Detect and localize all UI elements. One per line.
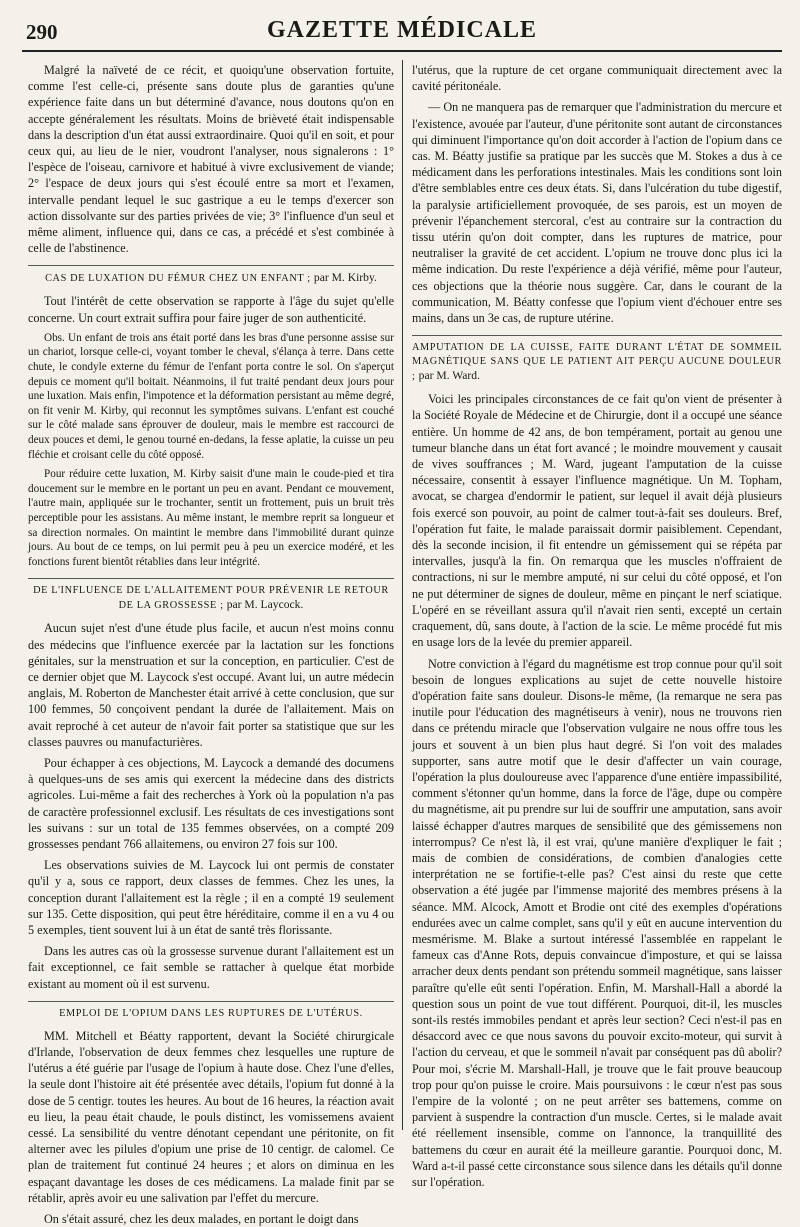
- paragraph: MM. Mitchell et Béatty rapportent, devant la Société chirurgicale d'Irlande, l'observation de deux femmes chez lesquelles une rupture de l'utérus a été guérie par l'usage de l'opium à haute dose. Chez l'une d'elles, la seule dont l'histoire ait été présentée avec détails, l'opium fut donné à la dose de 5 centigr. toutes les heures. Au bout de 16 heures, la réaction avait eu lieu, la peau était chaude, le pouls distinct, les vomissemens avaient cessé. La sensibilité du ventre dénotant cependant une péritonite, on fit alterner avec les pilules d'opium une prise de 10 centigr. de calomel. Ce plan de traitement fut continué 24 heures ; et alors on diminua en les espaçant davantage les doses de ces médicamens. La malade finit par se rétablir, après avoir eu une salivation par l'effet du mercure.: [28, 1028, 394, 1205]
- page-header: [22, 10, 782, 52]
- paragraph: Notre conviction à l'égard du magnétisme est trop connue pour qu'il soit besoin de longues explications au sujet de cette nouvelle histoire d'opération faite sans douleur. Disons-le même, (la remarque ne sera pas inutile pour l'éducation des magnétiseurs à venir), nous ne trouvons rien dans ce prétendu miracle que l'observation vulgaire ne nous offre tous les jours et souvent à un bien plus haut degré. Si l'on voit des malades supporter, sans autre motif que le desir d'affecter un vain courage, l'opération la plus douloureuse avec l'apparence d'une entière impassibilité, comment s'étonner qu'un homme, dans la force de l'âge, dupe ou compère du magnétisme, ait pu prendre sur lui de souffrir une amputation, sans avoir laissé échapper d'autres marques de sensibilité que des gémissemens non interrompus? Ce n'est là, il est vrai, qu'une manière d'expliquer le fait ; mais de combien de considérations, de combien d'analogies cette interprétation ne se fortifie-t-elle pas? C'est ainsi du reste que cette observation a été jugée par l'immense majorité des membres présens à la séance. MM. Alcock, Amott et Brodie ont cité des exemples d'opérations endurées avec un calme complet, sans qu'il y eût en aucune intervention du mesmérisme. M. Blake a surtout intéressé l'assemblée en rappelant le fameux cas d'Anne Rots, depuis convaincue d'imposture, et qui se laissa arracher deux dents pendant son prétendu sommeil magnétique, sans laisser paraître qu'elle eût senti l'opération. Enfin, M. Marshall-Hall a abordé la question sous un point de vue tout différent. Pourquoi, dit-il, les muscles sont-ils restés immobiles pendant et après leur section? Ceci n'est-il pas en désaccord avec ce que nous savons du pouvoir excito-moteur, qui survit à l'action du cerveau, et que le sommeil n'avait par conséquent pas dû abolir? Pour moi, s'écrie M. Marshall-Hall, je trouve que le fait prouve beaucoup trop pour qu'on puisse le croire. Mais poursuivons : le cœur n'est pas sous l'empire de la volonté ; on ne peut arrêter ses battemens, comme on parvient à suspendre la contraction d'un muscle. Certes, si le malade avait été réellement insensible, comme on l'annonce, la tranquillité des battemens du cœur en aurait été la meilleure garantie. Pourquoi donc, M. Ward a-t-il passé cette circonstance sous silence dans les détails qu'il donne sur l'opération.: [412, 656, 782, 1189]
- journal-title: GAZETTE MÉDICALE: [266, 17, 538, 43]
- section-title: CAS DE LUXATION DU FÉMUR CHEZ UN ENFANT ;: [45, 273, 311, 285]
- section-heading-luxation: [28, 265, 394, 286]
- paragraph: Aucun sujet n'est d'une étude plus facile, et aucun n'est moins connu des médecins que l'influence exercée par la lactation sur les fonctions génitales, sur la menstruation et sur la conception, en particulier. C'est de ce dernier objet que M. Laycock s'est occupé. Avant lui, un autre médecin anglais, M. Roberton de Manchester était arrivé à cette conclusion, que sur 100 femmes, 50 conçoivent pendant la durée de l'allaitement. Mais on avait reproché à cet auteur de n'avoir fait porter sa statistique que sur les classes pauvres ou manufacturières.: [28, 621, 394, 749]
- paragraph: Tout l'intérêt de cette observation se rapporte à l'âge du sujet qu'elle concerne. Un court extrait suffira pour faire juger de son authenticité.: [28, 294, 394, 325]
- column-divider: [402, 60, 403, 1130]
- section-title: EMPLOI DE L'OPIUM DANS LES RUPTURES DE L'UTÉRUS.: [59, 1007, 363, 1019]
- paragraph: On s'était assuré, chez les deux malades, en portant le doigt dans: [44, 1212, 359, 1227]
- paragraph: Les observations suivies de M. Laycock lui ont permis de constater qu'il y a, sous ce rapport, deux classes de femmes. Chez les unes, la conception durant l'allaitement est la règle ; il en a compté 19 seulement sur 135. Cette disposition, qui peut être héréditaire, comme il en a vu 4 ou 5 exemples, tient souvent lui à un état de santé très florissante.: [28, 858, 394, 937]
- section-heading-amputation: [412, 335, 782, 384]
- paragraph: Pour réduire cette luxation, M. Kirby saisit d'une main le coude-pied et tira doucement sur le membre en le portant un peu en avant. Pendant ce mouvement, l'autre main, appliquée sur le trochanter, sentit un frottement, puis un bruit très perceptible pour les assistans. Au même instant, le membre reprit sa longueur et sa direction normales. On maintint le membre dans l'immobilité durant quinze jours. Au bout de ce temps, on lui permit peu à peu un exercice modéré, et les fonctions furent bientôt rétablies dans leur intégrité.: [28, 468, 394, 568]
- paragraph: Pour échapper à ces objections, M. Laycock a demandé des documens à quelques-uns de ses amis qui exercent la médecine dans des districts agricoles. Lui-même a fait des recherches à York où la population n'a pas de caractère professionnel exclusif. Les résultats de ces investigations sont les suivans : sur un total de 135 femmes observées, on a compté 209 grossesses pendant 766 allaitemens, ou environ 27 fois sur 100.: [28, 755, 394, 851]
- section-author: par M. Ward.: [418, 369, 480, 383]
- section-author: par M. Laycock.: [226, 598, 304, 612]
- section-heading-allaitement: [28, 578, 394, 613]
- paragraph: Dans les autres cas où la grossesse survenue durant l'allaitement est un fait exceptionnel, ce fait semble se rattacher à quelque état morbide existant au moment où il est survenu.: [28, 944, 394, 991]
- paragraph: l'utérus, que la rupture de cet organe communiquait directement avec la cavité péritonéale.: [412, 63, 782, 94]
- page-number: 290: [26, 20, 58, 44]
- paragraph: Obs. Un enfant de trois ans était porté dans les bras d'une personne assise sur un chariot, lorsque celle-ci, voyant tomber le cheval, s'élança à terre. Dans cette chute, le condyle externe du fémur de l'enfant porta contre le sol. On s'aperçut depuis ce moment qu'il boitait. Néanmoins, il fut traité pendant deux jours pour une luxation. Mais enfin, l'impotence et la déformation persistant au même degré, on fit venir M. Kirby, qui reconnut les symptômes suivans. L'enfant est couché sur le côté malade sans éprouver de douleur, mais le membre est raccourci de deux pouces et demi, le genou tourné en-dedans, la fesse aplatie, la cuisse un peu fléchie et croisant celle du côté opposé.: [28, 331, 394, 461]
- section-author: par M. Kirby.: [313, 271, 377, 285]
- section-title: DE L'INFLUENCE DE L'ALLAITEMENT POUR PRÉVENIR LE RETOUR DE LA GROSSESSE ;: [33, 585, 389, 612]
- paragraph: — On ne manquera pas de remarquer que l'administration du mercure et l'existence, avouée par l'auteur, d'une péritonite sont autant de circonstances qui diminuent l'importance qu'on doit accorder à l'action de l'opium dans ce cas. M. Béatty justifie sa pratique par les succès que M. Stokes a dus à ce médicament dans les perforations intestinales. Mais les conditions sont loin d'être semblables entre ces deux états. Si, dans l'ulcération du tube digestif, la paralysie artificiellement provoquée, de ses parois, est un moyen de prévenir l'épanchement stercoral, c'est au contraire sur la contraction du tissu utérin qu'on doit compter, dans les ruptures de matrice, pour neutraliser la gravité de cet accident. L'opium ne trouve donc plus ici la même indication. Du reste l'expérience a déjà vérifié, même pour l'auteur, ces objections que la théorie nous suggère. Car, dans le courant de la communication, M. Béatty confesse que l'opium vient d'échouer entre ses mains, dans un 3e cas, de rupture utérine.: [412, 100, 782, 326]
- paragraph: Malgré la naïveté de ce récit, et quoiqu'une observation fortuite, comme l'est celle-ci, présente sans doute plus de garanties qu'une expérience faite dans un but déterminé d'avance, nous doutons qu'on en accepte généralement les résultats. Moins de brièveté était indispensable dans la description d'un état aussi extraordinaire. Quoi qu'il en soit, et pour ceux qui, au lieu de le nier, voudront l'analyser, nous signalerons : 1° l'espèce de l'oiseau, carnivore et habitué à vivre exclusivement de viande; 2° l'espace de deux jours qui s'est écoulé entre sa mort et l'examen, intervalle pendant lequel le suc gastrique a eu le temps d'exercer son action dissolvante sur des parties privées de vie; 3° l'influence d'un seul et même aliment, influence qui, dans ce cas, a précédé et s'est combinée à celle de l'abstinence.: [28, 63, 394, 256]
- section-title: AMPUTATION DE LA CUISSE, FAITE DURANT L'ÉTAT DE SOMMEIL MAGNÉTIQUE SANS QUE LE PATIENT AIT PERÇU AUCUNE DOULEUR ;: [412, 342, 782, 383]
- paragraph: Voici les principales circonstances de ce fait qu'on vient de présenter à la Société Royale de Médecine et de Chirurgie, dont il a occupé une séance entière. Un homme de 42 ans, de bon tempérament, portait au genou une tumeur blanche dans un état fort avancé ; le moindre mouvement y causait de vives souffrances ; M. Ward, jugeant l'amputation de la cuisse nécessaire, consentit à essayer l'influence magnétique. Un M. Topham, avocat, se chargea d'endormir le patient, sur lequel il avait déjà plusieurs fois exercé son pouvoir, au point de calmer tout-à-fait ses douleurs. Bref, l'opération fut faite, le malade paraissait dormir paisiblement. Cependant, dès la seconde incision, il fit entendre un gémissement qui se répéta par intervalles, jusqu'à la fin. On remarqua que les muscles n'offraient de contractions, ni sur le membre amputé, ni sur celui du côté opposé, et l'on ne put déterminer de signes de douleur, même en pinçant le nerf sciatique. L'opéré en se réveillant assura qu'il n'avait rien senti, excepté un certain craquement, dû, sans doute, à l'action de la scie. Le même procédé fut mis en usage lors de la levée du premier appareil.: [412, 392, 782, 650]
- left-column: [28, 62, 394, 1227]
- section-heading-opium: [28, 1001, 394, 1021]
- right-column: [412, 62, 782, 1189]
